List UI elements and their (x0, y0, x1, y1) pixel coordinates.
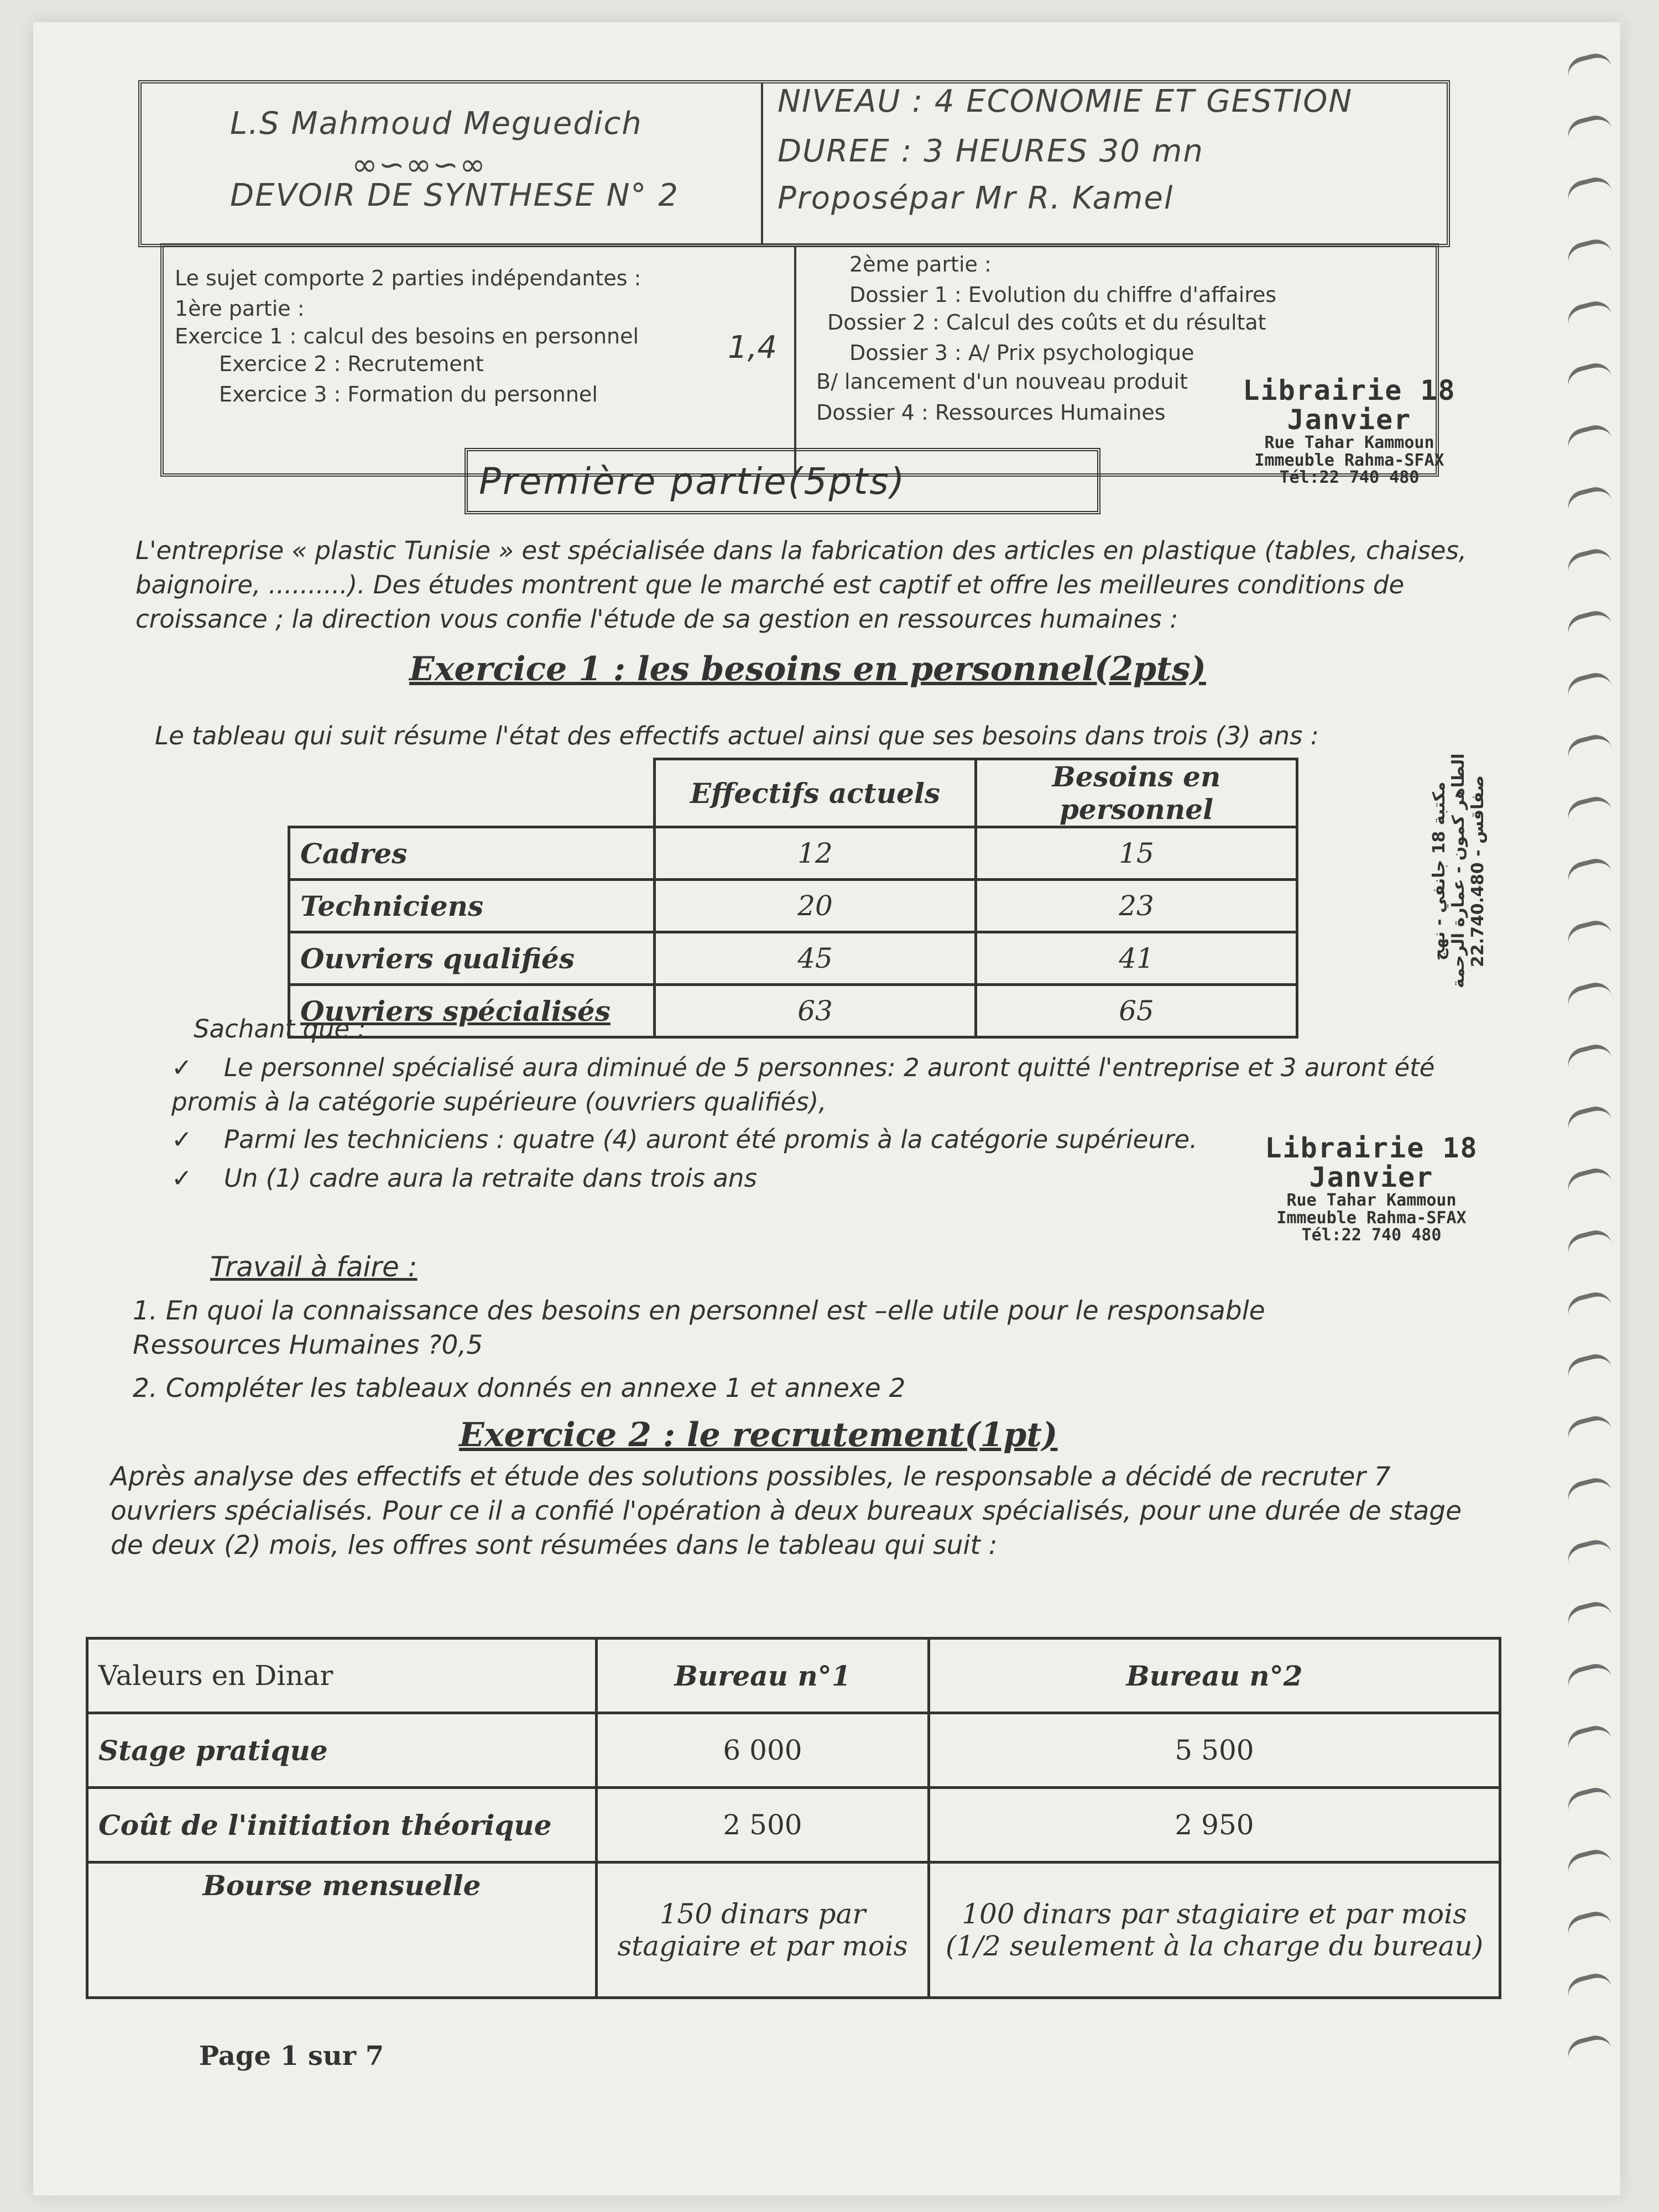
fact-text: Le personnel spécialisé aura diminué de 5 personnes: 2 auront quitté l'entreprise et 3 auront été promis à la catégorie supérieure (ouvriers qualifiés), (171, 1053, 1435, 1117)
current-staff: 12 (655, 827, 976, 880)
spiral-ring (1565, 732, 1612, 758)
row-label: Ouvriers spécialisés (289, 985, 655, 1037)
row-label: Coût de l'initiation théorique (87, 1788, 597, 1863)
column-header: Effectifs actuels (655, 759, 976, 827)
duration: DUREE : 3 HEURES 30 mn (778, 133, 1204, 169)
spiral-ring (1565, 1970, 1612, 1997)
row-label: Cadres (289, 827, 655, 880)
spiral-ring (1565, 979, 1612, 1006)
part2-item: B/ lancement d'un nouveau produit (816, 369, 1188, 394)
table-row (289, 985, 1297, 1037)
table-row (289, 880, 1297, 932)
spiral-ring (1565, 174, 1612, 201)
exam-header (138, 80, 1450, 247)
spiral-ring (1565, 422, 1612, 448)
spiral-ring (1565, 1289, 1612, 1316)
stamp-name: Librairie 18 Janvier (1265, 1132, 1478, 1193)
part2-item: Dossier 2 : Calcul des coûts et du résultat (827, 310, 1266, 335)
spiral-ring (1565, 794, 1612, 820)
column-header: Bureau n°1 (597, 1639, 929, 1713)
bureau1-value: 150 dinars par stagiaire et par mois (597, 1863, 929, 1998)
spiral-ring (1565, 1413, 1612, 1439)
staff-needs: 41 (976, 932, 1297, 985)
current-staff: 63 (655, 985, 976, 1037)
fact-item (171, 1051, 1477, 1119)
knowing-label: Sachant que : (194, 1014, 366, 1044)
part1-item: Exercice 3 : Formation du personnel (219, 382, 598, 406)
spiral-ring (1565, 546, 1612, 572)
spiral-ring (1565, 1227, 1612, 1254)
exam-sheet (33, 22, 1620, 2195)
spiral-ring (1565, 112, 1612, 139)
spiral-ring (1565, 1908, 1612, 1935)
offers-table (86, 1637, 1501, 1999)
part1-item: Exercice 1 : calcul des besoins en personnel (175, 324, 639, 348)
table-header-row (289, 759, 1297, 827)
spiral-ring (1565, 1475, 1612, 1501)
spiral-ring (1565, 1537, 1612, 1563)
bookstore-stamp (1228, 1134, 1515, 1244)
spiral-ring (1565, 2032, 1612, 2059)
column-header: Besoins en personnel (976, 759, 1297, 827)
bureau2-value: 100 dinars par stagiaire et par mois (1/2 seulement à la charge du bureau) (929, 1863, 1500, 1998)
staff-table (288, 758, 1298, 1039)
bureau1-value: 6 000 (597, 1713, 929, 1788)
part2-item: Dossier 3 : A/ Prix psychologique (849, 341, 1194, 365)
spiral-ring (1565, 1599, 1612, 1625)
spiral-ring (1565, 1041, 1612, 1068)
summary-intro: Le sujet comporte 2 parties indépendantes : (175, 266, 641, 290)
row-label: Ouvriers qualifiés (289, 932, 655, 985)
current-staff: 45 (655, 932, 976, 985)
spiral-ring (1565, 1103, 1612, 1130)
column-header: Bureau n°2 (929, 1639, 1500, 1713)
ex1-title: Exercice 1 : les besoins en personnel(2pts) (409, 650, 1206, 688)
spiral-ring (1565, 670, 1612, 696)
side-stamp: مكتبة 18 جانفي - نهج الطاهر كمون - عمارة الرحمة صفاقس - 22.740.480 (1430, 753, 1488, 989)
bureau1-value: 2 500 (597, 1788, 929, 1863)
part1-title-box (465, 448, 1100, 514)
spiral-ring (1565, 484, 1612, 510)
spiral-ring (1565, 1351, 1612, 1378)
spiral-ring (1565, 236, 1612, 263)
question-item: 1. En quoi la connaissance des besoins en personnel est –elle utile pour le responsable Ressources Humaines ?0,5 (133, 1296, 1265, 1360)
fact-text: Parmi les techniciens : quatre (4) auront été promis à la catégorie supérieure. (223, 1125, 1198, 1154)
spiral-ring (1565, 1846, 1612, 1873)
table-row (289, 827, 1297, 880)
fact-item (171, 1161, 1001, 1196)
spiral-ring (1565, 360, 1612, 387)
fact-item (171, 1123, 1277, 1157)
ornament: ∞∽∞∽∞ (352, 147, 487, 183)
ex2-paragraph: Après analyse des effectifs et étude des solutions possibles, le responsable a décidé de recruter 7 ouvriers spécialisés. Pour ce il a confié l'opération à deux bureaux spécialisés, pour une durée de stage de deux (2) mois, les offres sont résumées dans le tableau qui suit : (111, 1462, 1462, 1561)
stamp-phone: Tél:22 740 480 (1279, 468, 1420, 487)
stamp-building: Immeuble Rahma-SFAX (1254, 450, 1444, 470)
spiral-ring (1565, 50, 1612, 77)
staff-needs: 23 (976, 880, 1297, 932)
row-label: Techniciens (289, 880, 655, 932)
bookstore-stamp (1206, 376, 1493, 487)
table-row (87, 1788, 1500, 1863)
spiral-ring (1565, 917, 1612, 944)
table-row (87, 1713, 1500, 1788)
question-item: 2. Compléter les tableaux donnés en annexe 1 et annexe 2 (133, 1373, 906, 1404)
spiral-ring (1565, 608, 1612, 634)
row-label: Bourse mensuelle (87, 1863, 597, 1998)
spiral-ring (1565, 1723, 1612, 1749)
table-row (87, 1863, 1500, 1998)
school-name: L.S Mahmoud Meguedich (230, 106, 643, 142)
part1-label: 1ère partie : (175, 296, 305, 321)
fact-text: Un (1) cadre aura la retraite dans trois ans (223, 1164, 757, 1193)
part2-item: Dossier 1 : Evolution du chiffre d'affaires (849, 283, 1277, 307)
ex2-title: Exercice 2 : le recrutement(1pt) (459, 1416, 1058, 1454)
current-staff: 20 (655, 880, 976, 932)
level: NIVEAU : 4 ECONOMIE ET GESTION (778, 84, 1353, 119)
part2-item: Dossier 4 : Ressources Humaines (816, 400, 1166, 425)
stamp-phone: Tél:22 740 480 (1301, 1225, 1442, 1245)
handwritten-mark: 1,4 (728, 330, 778, 366)
bureau2-value: 5 500 (929, 1713, 1500, 1788)
check-icon: ✓ (171, 1164, 224, 1193)
stamp-building: Immeuble Rahma-SFAX (1276, 1208, 1467, 1228)
stamp-street: Rue Tahar Kammoun (1286, 1191, 1457, 1210)
spiral-ring (1565, 298, 1612, 325)
stamp-name: Librairie 18 Janvier (1243, 374, 1456, 436)
work-title: Travail à faire : (210, 1251, 418, 1283)
spiral-ring (1565, 1785, 1612, 1811)
summary-divider (794, 247, 796, 473)
author: Proposépar Mr R. Kamel (778, 180, 1174, 216)
intro-paragraph: L'entreprise « plastic Tunisie » est spécialisée dans la fabrication des articles en plastique (tables, chaises, baignoire, ..........). Des études montrent que le marché est captif et offre les meilleures conditions de croissance ; la direction vous confie l'étude de sa gestion en ressources humaines : (135, 536, 1467, 634)
exam-title: DEVOIR DE SYNTHESE N° 2 (230, 178, 679, 213)
spiral-ring (1565, 855, 1612, 882)
spiral-ring (1565, 1661, 1612, 1687)
check-icon: ✓ (171, 1053, 224, 1082)
table-corner (289, 759, 655, 827)
staff-needs: 15 (976, 827, 1297, 880)
staff-needs: 65 (976, 985, 1297, 1037)
table-header-row (87, 1639, 1500, 1713)
stamp-street: Rue Tahar Kammoun (1264, 433, 1434, 452)
check-icon: ✓ (171, 1125, 224, 1154)
spiral-ring (1565, 1165, 1612, 1192)
table-row (289, 932, 1297, 985)
table-corner: Valeurs en Dinar (87, 1639, 597, 1713)
ex1-table-intro: Le tableau qui suit résume l'état des effectifs actuel ainsi que ses besoins dans trois (3) ans : (155, 721, 1319, 750)
spiral-binding (1559, 55, 1620, 2101)
part1-title: Première partie(5pts) (479, 460, 906, 503)
bureau2-value: 2 950 (929, 1788, 1500, 1863)
row-label: Stage pratique (87, 1713, 597, 1788)
page-number: Page 1 sur 7 (199, 2041, 384, 2072)
part1-item: Exercice 2 : Recrutement (219, 352, 484, 376)
part2-label: 2ème partie : (849, 252, 992, 276)
header-divider (761, 84, 763, 244)
